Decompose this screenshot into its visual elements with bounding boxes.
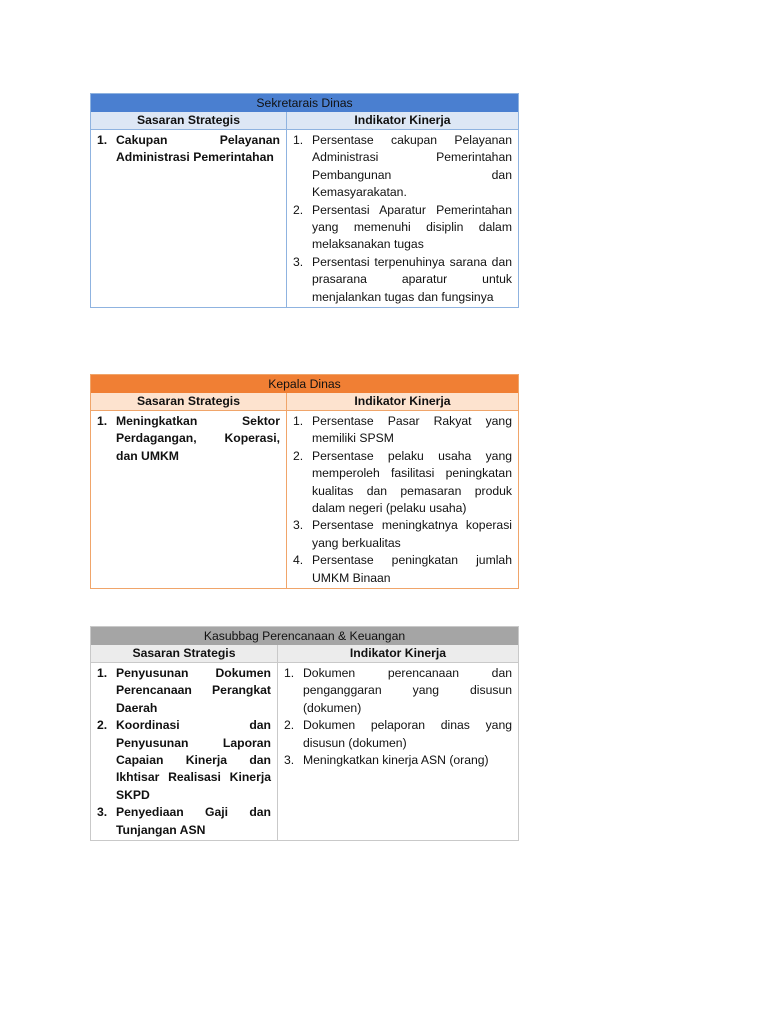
- table-title: Kepala Dinas: [91, 375, 519, 394]
- list-item: 3. Meningkatkan kinerja ASN (orang): [284, 753, 489, 768]
- kasubbag-perencanaan-table: [90, 626, 519, 841]
- list-item: 1. Persentase Pasar Rakyat yang memiliki SPSM: [293, 414, 512, 446]
- list-item: 4. Persentase peningkatan jumlah UMKM Binaan: [293, 553, 512, 585]
- column-header-indikator: Indikator Kinerja: [287, 112, 519, 130]
- sekretaris-dinas-table: [90, 93, 519, 308]
- column-header-indikator: Indikator Kinerja: [278, 645, 519, 663]
- list-item: 2. Dokumen pelaporan dinas yang disusun (dokumen): [284, 718, 513, 750]
- list-item: 1. Meningkatkan Sektor Perdagangan, Koperasi, dan UMKM: [97, 414, 280, 463]
- sasaran-cell: [91, 411, 287, 589]
- list-item: 3. Penyediaan Gaji dan Tunjangan ASN: [97, 805, 271, 837]
- sasaran-cell: [91, 130, 287, 308]
- indikator-cell: [278, 663, 519, 841]
- sasaran-cell: [91, 663, 278, 841]
- column-header-sasaran: Sasaran Strategis: [91, 645, 278, 663]
- list-item: 2. Persentasi Aparatur Pemerintahan yang memenuhi disiplin dalam melaksanakan tugas: [293, 202, 512, 252]
- column-header-sasaran: Sasaran Strategis: [91, 112, 287, 130]
- column-header-indikator: Indikator Kinerja: [287, 393, 519, 411]
- list-item: 3. Persentase meningkatnya koperasi yang berkualitas: [293, 518, 512, 550]
- list-item: 1. Penyusunan Dokumen Perencanaan Perangkat Daerah: [97, 666, 271, 715]
- table-title: Kasubbag Perencanaan & Keuangan: [91, 627, 519, 646]
- indikator-cell: [287, 130, 519, 308]
- list-item: 2. Koordinasi dan Penyusunan Laporan Capaian Kinerja dan Ikhtisar Realisasi Kinerja SKPD: [97, 718, 271, 802]
- table-title: Sekretarais Dinas: [91, 94, 519, 113]
- list-item: 1. Persentase cakupan Pelayanan Administrasi Pemerintahan Pembangunan dan Kemasyarakatan.: [293, 133, 512, 200]
- indikator-cell: [287, 411, 519, 589]
- list-item: 3. Persentasi terpenuhinya sarana dan prasarana aparatur untuk menjalankan tugas dan fungsinya: [293, 254, 512, 304]
- list-item: 1. Cakupan Pelayanan Administrasi Pemerintahan: [97, 133, 280, 165]
- list-item: 1. Dokumen perencanaan dan penganggaran yang disusun (dokumen): [284, 666, 513, 715]
- column-header-sasaran: Sasaran Strategis: [91, 393, 287, 411]
- kepala-dinas-table: [90, 374, 519, 589]
- list-item: 2. Persentase pelaku usaha yang memperoleh fasilitasi peningkatan kualitas dan pemasaran produk dalam negeri (pelaku usaha): [293, 448, 512, 516]
